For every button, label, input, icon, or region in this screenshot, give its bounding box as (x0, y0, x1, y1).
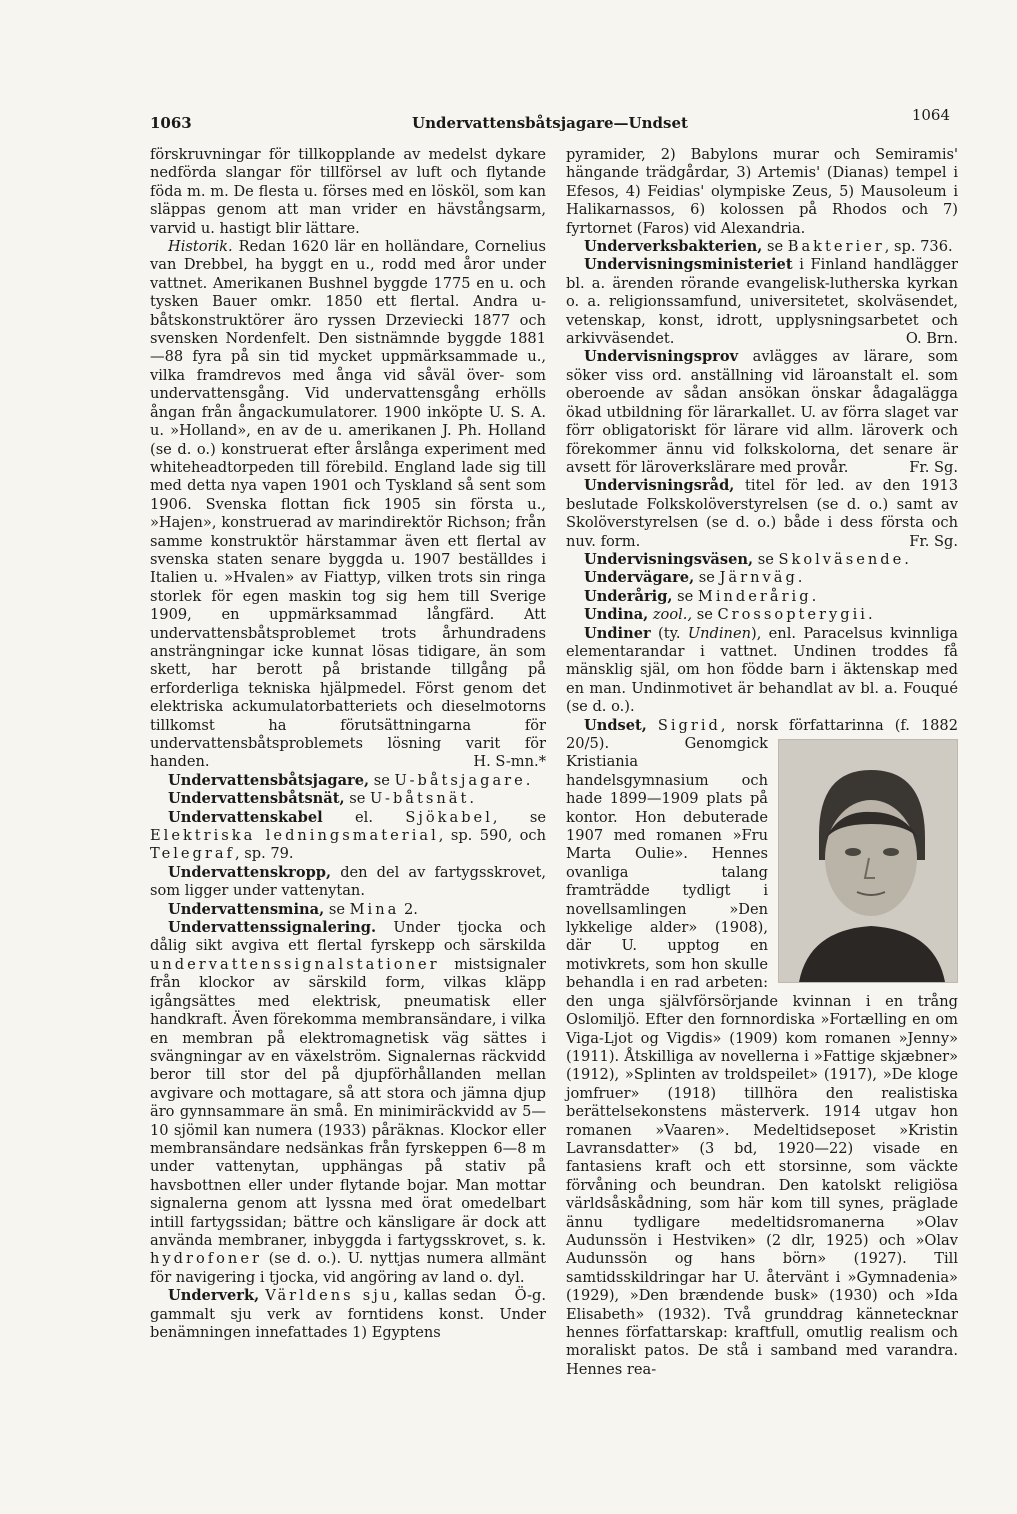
cross-reference: Telegraf (150, 845, 235, 863)
headword: Undervattensbåtsnät, (168, 790, 345, 808)
entry: Undervattensbåtsjagare, se U-båtsjagare. (168, 771, 531, 789)
portrait-photo (778, 739, 958, 983)
entry: Undervattenskabel el. Sjökabel, se Elektriska ledningsmaterial, sp. 590, och Telegraf, sp. 79. (150, 808, 546, 863)
headword: Undiner (584, 624, 651, 642)
entry: Undina, zool., se Crossopterygii. (584, 606, 873, 624)
cross-reference: Crossopterygii (717, 606, 868, 624)
headword: Undervattenssignalering. (168, 919, 377, 937)
cross-reference: Bakterier (787, 238, 885, 256)
cross-reference: Järnväg (719, 569, 798, 587)
right-page-number: 1064 (911, 106, 950, 124)
entry: Undiner (ty. Undinen), enl. Paracelsus kvinnliga elementarandar i vattnet. Undinen troddes få mänsklig själ, om hon födde barn i äktenskap med en man. Undinmotivet är behandlat av bl. a. Fouqué (se d. o.). (566, 624, 958, 716)
author-signature: Fr. Sg. (909, 532, 958, 550)
right-column (566, 146, 958, 1379)
headword: Underverk, (168, 1287, 260, 1305)
portrait-image (779, 740, 957, 982)
author-signature: O. Brn. (905, 330, 958, 348)
cross-reference: Mina (349, 900, 400, 918)
cross-reference: U-båtsjagare (394, 771, 526, 789)
entry: Undervisningsväsen, se Skolväsende. (584, 550, 909, 568)
left-page-number: 1063 (150, 114, 192, 132)
headword: Undervattensmina, (168, 900, 325, 918)
headword: Undervisningsväsen, (584, 550, 754, 568)
cross-reference: Elektriska ledningsmaterial (150, 827, 439, 845)
entry: Undervattenssignalering. Under tjocka och dålig sikt avgiva ett flertal fyrskepp och särskilda undervattenssignalstationer mistsignaler från klockor av särskild form, vilkas kläpp igångsättes med elektrisk, pneumatisk eller handkraft. Även förekomma membransändare, i vilka en membran på elektromagnetisk väg sättes i svängningar av en växelström. Signalernas räckvidd beror till stor del på djupförhållanden mellan avgivare och mottagare, så att stora och jämna djup äro gynnsammare än små. En minimiräckvidd av 5—10 sjömil kan numera (1933) påräknas. Klockor eller membransändare nedsänkas från fyrskeppen 6—8 m under vattenytan, upphängas på stativ på havsbottnen eller under flytande bojar. Man mottar signalerna genom att lyssna med örat omedelbart intill fartygssidan; bättre och känsligare är dock att använda membraner, inbyggda i fartygsskrovet, s. k. hydrofoner (se d. o.). U. nyttjas numera allmänt för navigering i tjocka, vid angöring av land o. dyl. Ö-g. (150, 919, 546, 1305)
cross-reference: Minderårig (697, 587, 812, 605)
entry: Undset, Sigrid, norsk författarinna (f. 1882 20/5 ). Genomgick Kristiania handelsgymnasium och hade 1899—1909 plats på kontor. Hon debuterade 1907 med romanen »Fru Marta Oulie». Hennes ovanliga talang framträdde tydligt i novellsamlingen »Den lykkelige alder» (1908), där U. upptog en motivkrets, som hon skulle behandla i en rad arbeten: den unga självförsörjande kvinnan i en trång Oslomiljö. Efter den fornnordiska »Fortælling en om Viga-Ljot og Vigdis» (1909) kom romanen »Jenny» (1911). Åtskilliga av novellerna i »Fattige skjæbner» (1912), »Splinten av troldspeilet» (1917), »De kloge jomfruer» (1918) tillhöra den realistiska berättelsekonstens mästerverk. 1914 utgav hon romanen »Vaaren». Medeltidseposet »Kristin Lavransdatter» (3 bd, 1920—22) visade en fantasiens kraft och ett storsinne, som väckte förvåning och beundran. Den katolskt religiösa världsåskådning, som här kom till synes, präglade ännu tydligare medeltidsromanerna »Olav Audunssön i Hestviken» (2 dlr, 1925) och »Olav Audunssön og hans börn» (1927). Till samtidsskildringar har U. återvänt i »Gymnadenia» (1929), »Den brændende busk» (1930) och »Ida Elisabeth» (1932). Två grunddrag kännetecknar hennes författarskap: kraftfull, omutlig realism och moraliskt patos. De stå i samband med varandra. Hennes rea- (566, 716, 958, 1378)
entry: Underverk, Världens sju, kallas sedan gammalt sju verk av forntidens konst. Under benämningen innefattades 1) Egyptens (150, 1287, 546, 1341)
left-column (150, 146, 546, 1342)
paragraph: förskruvningar för tillkopplande av medelst dykare nedförda slangar för tillförsel av luft och flytande föda m. m. De flesta u. förses med en lösköl, som kan släppas genom att man vrider en hävstångsarm, varvid u. hastigt blir lättare. (150, 146, 546, 237)
entry: Undervisningsråd, titel för led. av den 1913 beslutade Folkskolöverstyrelsen (se d. o.) samt av Skolöverstyrelsen (se d. o.) både i dess första och nuv. form. Fr. Sg. (566, 477, 958, 550)
entry: Undervattensmina, se Mina 2. (168, 900, 418, 918)
birth-date: 20/5 (566, 735, 599, 752)
author-signature: Ö-g. (514, 1287, 546, 1305)
cross-reference: Världens sju (265, 1287, 394, 1305)
page-header (150, 106, 950, 140)
entry: Undervattensbåtsnät, se U-båtsnät. (168, 790, 474, 808)
cross-reference: hydrofoner (150, 1250, 262, 1268)
headword: Underårig, (584, 587, 673, 605)
entry: Undervägare, se Järnväg. (584, 569, 803, 587)
author-signature: H. S-mn.* (473, 753, 546, 771)
headword: Undervattensbåtsjagare, (168, 771, 370, 789)
headword: Undervisningsministeriet (584, 256, 793, 274)
headword: Undervattenskropp, (168, 863, 332, 881)
person-name: Sigrid (657, 716, 721, 734)
entry: Underårig, se Minderårig. (584, 587, 817, 605)
paragraph: Historik. Redan 1620 lär en holländare, Cornelius van Drebbel, ha byggt en u., rodd med åror under vattnet. Amerikanen Bushnel byggde 1775 en u. och tysken Bauer omkr. 1850 ett flertal. Andra u-båtskonstruktörer äro ryssen Drzeviecki 1877 och svensken Nordenfelt. Den sistnämnde byggde 1881—88 fyra på sin tid mycket uppmärksammade u., vilka framdrevos med ånga vid såväl över- som undervattensgång. Vid undervattensgång erhölls ångan från ångackumulatorer. 1900 inköpte U. S. A. u. »Holland», en av de u. amerikanen J. Ph. Holland (se d. o.) konstruerat efter årslånga experiment med whiteheadtorpeden till förebild. England lade sig till med detta nya vapen 1901 och Tyskland så sent som 1906. Svenska flottan fick 1905 sin första u., »Hajen», konstruerad av marindirektör Richson; från samme konstruktör härstammar även ett flertal av svenska staten senare byggda u. 1907 beställdes i Italien u. »Hvalen» av Fiattyp, vilken trots sin ringa storlek för egen maskin tog sig hem till Sverige 1909, en uppmärksammad långfärd. Att undervattensbåtsproblemet trots århundradens ansträngningar icke kunnat lösas tidigare, än som skett, har berott på bristande tillgång på erforderliga tekniska hjälpmedel. Först genom det elektriska ackumulatorbatteriets och dieselmotorns tillkomst ha förutsättningarna för undervattensbåtsproblemets lösning varit för handen. H. S-mn.* (150, 238, 546, 771)
headword: Undset, (584, 716, 647, 734)
entry: Underverksbakterien, se Bakterier, sp. 736. (584, 238, 953, 256)
entry: Undervattenskropp, den del av fartygsskrovet, som ligger under vattenytan. (150, 863, 546, 900)
headword: Undina, (584, 606, 649, 624)
headword: Undervisningsråd, (584, 477, 735, 495)
entry: Undervisningsprov avlägges av lärare, som söker viss ord. anställning vid läroanstalt el. som oberoende av sådan ansökan önskar ådagalägga ökad utbildning för lärarkallet. U. av förra slaget var förr obligatoriskt för lärare vid allm. läroverk och förekommer ännu vid folkskolorna, det senare är avsett för läroverkslärare med provår. Fr. Sg. (566, 348, 958, 476)
paragraph: pyramider, 2) Babylons murar och Semiramis' hängande trädgårdar, 3) Artemis' (Dianas) tempel i Efesos, 4) Feidias' olympiske Zeus, 5) Mausoleum i Halikarnassos, 6) kolossen på Rhodos och 7) fyrtornet (Faros) vid Alexandria. (566, 146, 958, 237)
cross-reference: Sjökabel (405, 808, 493, 826)
headword: Undervisningsprov (584, 348, 739, 366)
headword: Undervattenskabel (168, 808, 323, 826)
cross-reference: Skolväsende (778, 550, 905, 568)
author-signature: Fr. Sg. (909, 458, 958, 476)
running-title: Undervattensbåtsjagare—Undset (412, 114, 688, 132)
entry: Undervisningsministeriet i Finland handlägger bl. a. ärenden rörande evangelisk-lutherska kyrkan o. a. religionssamfund, universitetet, skolväsendet, vetenskap, konst, idrott, upplysningsarbetet och arkivväsendet. O. Brn. (566, 256, 958, 348)
cross-reference: undervattenssignalstationer (150, 955, 440, 973)
headword: Underverksbakterien, (584, 238, 763, 256)
cross-reference: U-båtsnät (369, 790, 470, 808)
headword: Undervägare, (584, 569, 695, 587)
